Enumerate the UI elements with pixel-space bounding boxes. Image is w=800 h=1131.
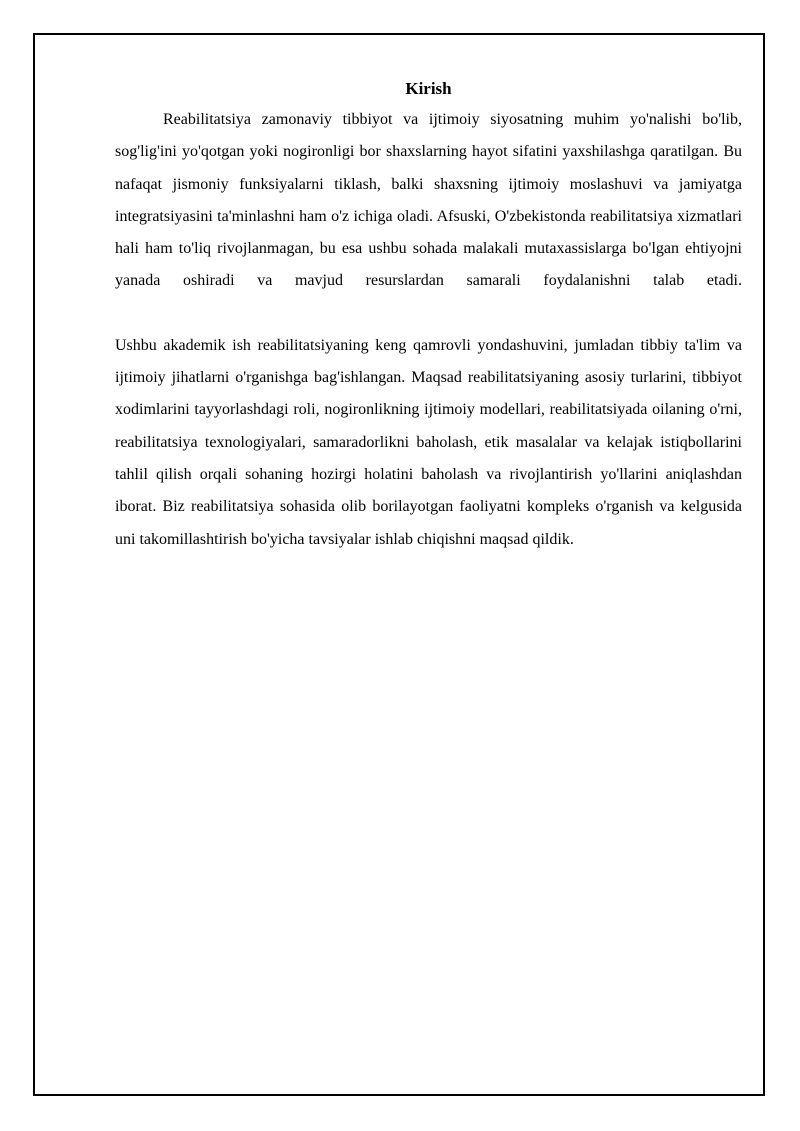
document-title: Kirish (405, 79, 452, 98)
document-body (115, 76, 742, 556)
intro-paragraph-2: Ushbu akademik ish reabilitatsiyaning keng qamrovli yondashuvini, jumladan tibbiy ta'lim va ijtimoiy jihatlarni o'rganishga bag'ishlangan. Maqsad reabilitatsiyaning asosiy turlarini, tibbiyot xodimlarini tayyorlashdagi roli, nogironlikning ijtimoiy modellari, reabilitatsiyada oilaning o'rni, reabilitatsiya texnologiyalari, samaradorlikni baholash, etik masalalar va kelajak istiqbollarini tahlil qilish orqali sohaning hozirgi holatini baholash va rivojlantirish yo'llarini aniqlashdan iborat. Biz reabilitatsiya sohasida olib borilayotgan faoliyatni kompleks o'rganish va kelgusida uni takomillashtirish bo'yicha tavsiyalar ishlab chiqishni maqsad qildik. (115, 336, 742, 548)
intro-paragraph-1: Reabilitatsiya zamonaviy tibbiyot va ijtimoiy siyosatning muhim yo'nalishi bo'lib, sog'lig'ini yo'qotgan yoki nogironligi bor shaxslarning hayot sifatini yaxshilashga qaratilgan. Bu nafaqat jismoniy funksiyalarni tiklash, balki shaxsning ijtimoiy moslashuvi va jamiyatga integratsiyasini ta'minlashni ham o'z ichiga oladi. Afsuski, O'zbekistonda reabilitatsiya xizmatlari hali ham to'liq rivojlanmagan, bu esa ushbu sohada malakali mutaxassislarga bo'lgan ehtiyojni yanada oshiradi va mavjud resurslardan samarali foydalanishni talab etadi. (115, 111, 742, 290)
